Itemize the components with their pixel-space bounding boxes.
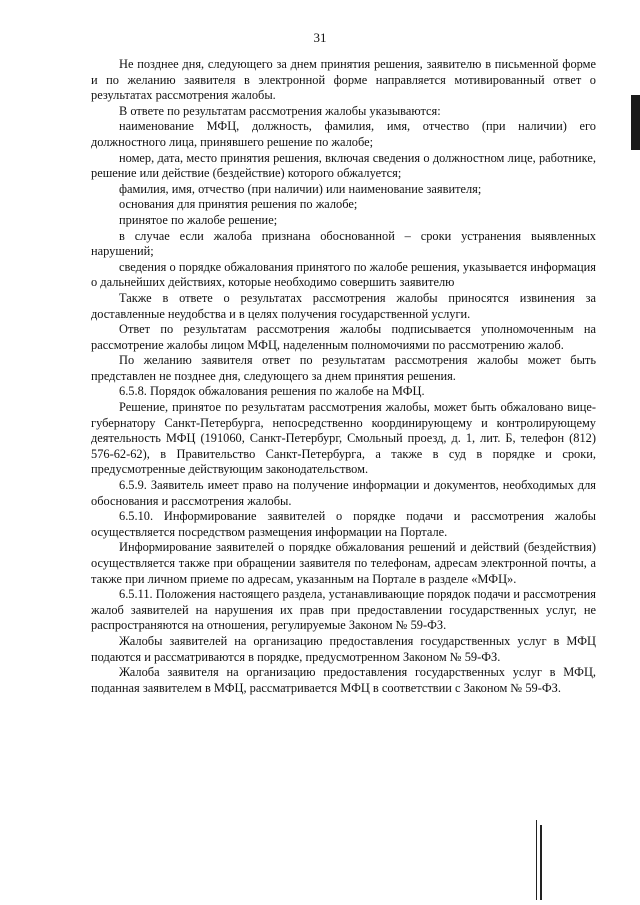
section-heading: 6.5.8. Порядок обжалования решения по жалобе на МФЦ. (119, 384, 425, 399)
paragraph: в случае если жалоба признана обоснованной – сроки устранения выявленных нарушений; (91, 228, 596, 259)
paragraph: Жалоба заявителя на организацию предоставления государственных услуг в МФЦ, поданная заявителем в МФЦ, рассматривается МФЦ в соответствии с Законом № 59-ФЗ. (91, 665, 596, 695)
paragraph: фамилия, имя, отчество (при наличии) или наименование заявителя; (119, 181, 482, 196)
scan-line (536, 820, 537, 900)
paragraph: 6.5.9. Заявитель имеет право на получение информации и документов, необходимых для обоснования и рассмотрения жалобы. (91, 478, 596, 508)
paragraph: Решение, принятое по результатам рассмотрения жалобы, может быть обжаловано вице-губернатору Санкт-Петербурга, непосредственно координирующему и контролирующему деятельность МФЦ (191060, Санкт-Петербург, Смольный проезд, д. 1, лит. Б, телефон (812) 576-62-62), в Правительство Санкт-Петербурга, а также в суд в порядке и сроки, предусмотренные действующим законодательством. (91, 400, 596, 477)
paragraph: Ответ по результатам рассмотрения жалобы подписывается уполномоченным на рассмотрение жалобы лицом МФЦ, наделенным полномочиями по рассмотрению жалоб. (91, 322, 596, 352)
paragraph: 6.5.10. Информирование заявителей о порядке подачи и рассмотрения жалобы осуществляется посредством размещения информации на Портале. (91, 509, 596, 539)
paragraph: Информирование заявителей о порядке обжалования решений и действий (бездействия) осуществляется также при обращении заявителя по телефонам, адресам электронной почты, а также при личном приеме по адресам, указанным на Портале в разделе «МФЦ». (91, 540, 596, 586)
scan-line (540, 825, 542, 900)
paragraph: 6.5.11. Положения настоящего раздела, устанавливающие порядок подачи и рассмотрения жалоб заявителей на нарушения их прав при предоставлении государственных услуг, не распространяются на отношения, регулируемые Законом № 59-ФЗ. (91, 587, 596, 633)
paragraph: В ответе по результатам рассмотрения жалобы указываются: (119, 103, 441, 118)
paragraph: номер, дата, место принятия решения, включая сведения о должностном лице, работнике, решение или действие (бездействие) которого обжалуется; (91, 150, 596, 181)
paragraph: По желанию заявителя ответ по результатам рассмотрения жалобы может быть представлен не позднее дня, следующего за днем принятия решения. (91, 353, 596, 383)
page-number: 31 (313, 30, 327, 45)
paragraph: принятое по жалобе решение; (119, 212, 278, 227)
paragraph: Жалобы заявителей на организацию предоставления государственных услуг в МФЦ подаются и рассматриваются в порядке, предусмотренном Законом № 59-ФЗ. (91, 633, 596, 664)
paragraph: основания для принятия решения по жалобе; (119, 197, 358, 212)
document-body (91, 57, 596, 696)
paragraph: наименование МФЦ, должность, фамилия, имя, отчество (при наличии) его должностного лица, принявшего решение по жалобе; (91, 119, 596, 149)
scan-edge-mark (631, 95, 640, 150)
paragraph: Также в ответе о результатах рассмотрения жалобы приносятся извинения за доставленные неудобства и в целях получения государственной услуги. (91, 290, 596, 321)
paragraph: Не позднее дня, следующего за днем принятия решения, заявителю в письменной форме и по желанию заявителя в электронной форме направляется мотивированный ответ о результатах рассмотрения жалобы. (91, 57, 596, 103)
paragraph: сведения о порядке обжалования принятого по жалобе решения, указывается информация о дальнейших действиях, которые необходимо совершить заявителю (91, 259, 596, 290)
